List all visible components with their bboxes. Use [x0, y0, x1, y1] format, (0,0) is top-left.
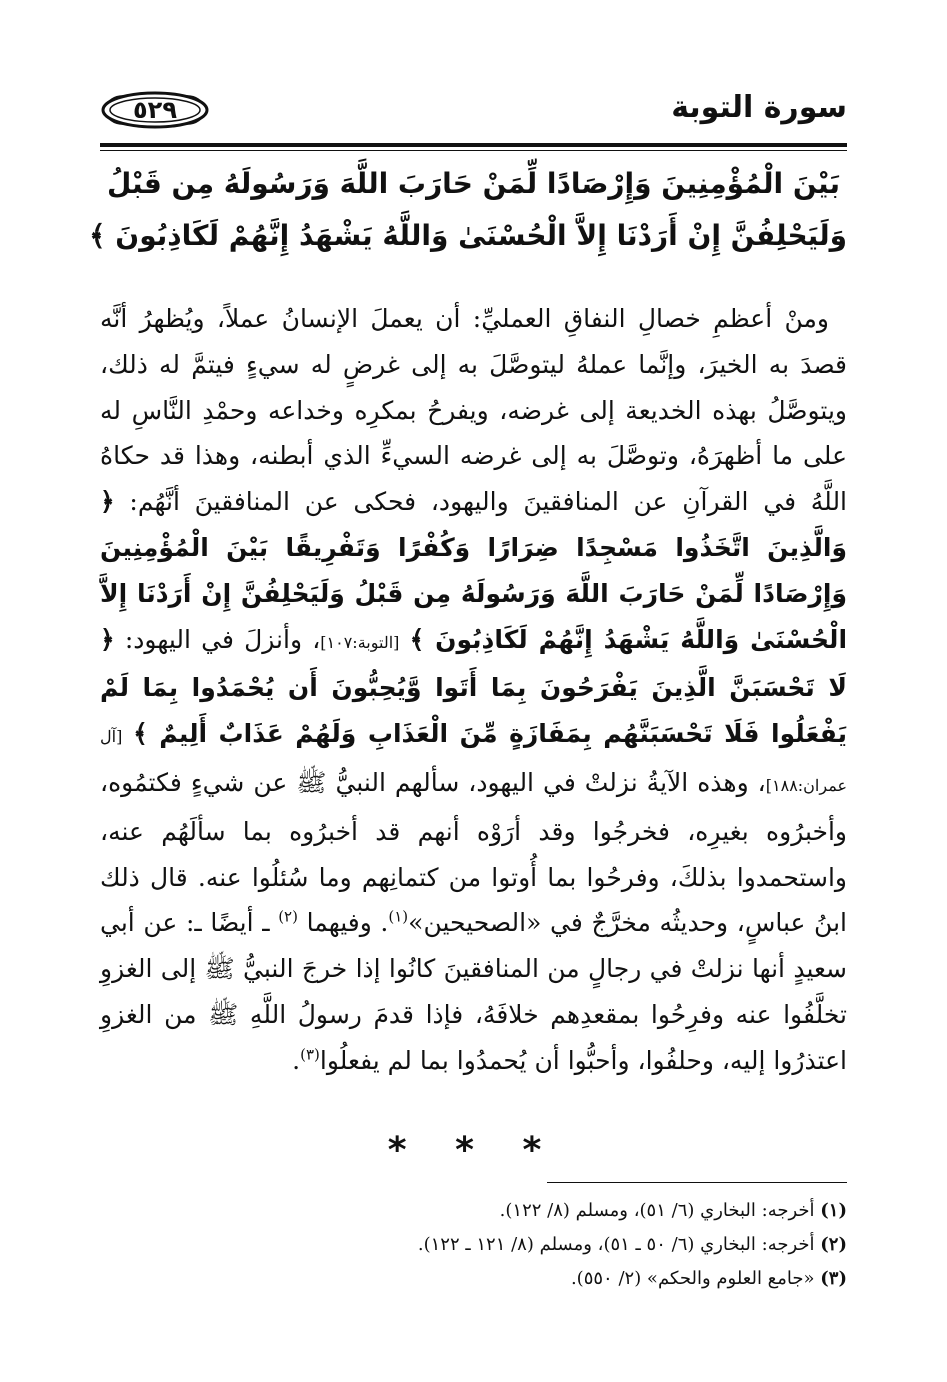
page-number-badge — [100, 90, 210, 130]
footnote-2 — [100, 1228, 847, 1262]
body-continuation: . وفيهما — [306, 908, 389, 938]
body-paragraph — [100, 296, 847, 1084]
header-rule-thin — [100, 150, 847, 151]
surah-title: سورة التوبة — [671, 90, 847, 125]
quran-line-1: بَيْنَ الْمُؤْمِنِينَ وَإِرْصَادًا لِّمَنْ حَارَبَ اللَّهَ وَرَسُولَهُ مِن قَبْلُ — [107, 167, 840, 200]
page-number: ٥٢٩ — [133, 96, 177, 124]
footnote-number: (٢) — [820, 1234, 847, 1255]
footnote-text: أخرجه: البخاري (٦/ ٥٠ ـ ٥١)، ومسلم (٨/ ١٢١ ـ ١٢٢). — [417, 1234, 815, 1255]
quran-top-block — [89, 158, 847, 262]
body-continuation: ـ أيضًا ـ: عن أبي سعيدٍ أنها نزلتْ في رجالٍ من المنافقينَ كانُوا إذا خرجَ النبيُّ ﷺ إلى الغزوِ تخلَّفُوا عنه وفرِحُوا بمقعدِهم خلافَهُ، فإذا قدمَ رسولُ اللَّهِ ﷺ من الغزوِ اعتذرُوا إليه، وحلفُوا، وأحبُّوا أن يُحمدُوا بما لم يفعلُوا — [100, 908, 847, 1075]
verse-citation: [التوبة:١٠٧] — [320, 632, 400, 652]
body-text — [100, 296, 847, 1084]
footnote-text: أخرجه: البخاري (٦/ ٥١)، ومسلم (٨/ ١٢٢). — [499, 1200, 815, 1221]
verse-tawbah-107: ﴿ وَالَّذِينَ اتَّخَذُوا مَسْجِدًا ضِرَارًا وَكُفْرًا وَتَفْرِيقًا بَيْنَ الْمُؤْمِنِينَ وَإِرْصَادًا لِّمَنْ حَارَبَ اللَّهَ وَرَسُولَهُ مِن قَبْلُ وَلَيَحْلِفُنَّ إِنْ أَرَدْنَا إِلاَّ الْحُسْنَىٰ وَاللَّهُ يَشْهَدُ إِنَّهُمْ لَكَاذِبُونَ ﴾ — [100, 487, 848, 654]
section-separator: * * * — [387, 1130, 560, 1171]
page-header — [100, 86, 847, 142]
footnote-ref-3[interactable]: (٣) — [300, 1045, 320, 1064]
footnote-1 — [100, 1194, 847, 1228]
body-transition: ، وأنزلَ في اليهود: — [124, 624, 321, 654]
footnote-rule — [547, 1182, 847, 1183]
verse-al-imran-188: ﴿ لَا تَحْسَبَنَّ الَّذِينَ يَفْرَحُونَ بِمَا أَتَوا وَّيُحِبُّونَ أَن يُحْمَدُوا بِمَا لَمْ يَفْعَلُوا فَلَا تَحْسَبَنَّهُم بِمَفَازَةٍ مِّنَ الْعَذَابِ وَلَهُمْ عَذَابٌ أَلِيمٌ ﴾ — [100, 624, 847, 749]
header-rule-thick — [100, 143, 847, 147]
footnote-number: (١) — [820, 1200, 847, 1221]
footnote-ref-1[interactable]: (١) — [388, 908, 409, 927]
footnote-3 — [100, 1262, 847, 1296]
body-end: . — [292, 1045, 301, 1075]
body-continuation: ، وهذه الآيةُ نزلتْ في اليهود، سألهم النبيُّ ﷺ عن شيءٍ فكتمُوه، وأخبرُوه بغيرِه، فخرجُوا وقد أرَوْه أنهم قد أخبرُوه بما سألَهُم عنه، واستحمدوا بذلكَ، وفرحُوا بما أُوتوا من كتمانِهم وما سُئلُوا عنه. قال ذلك ابنُ عباسٍ، وحديثُه مخرَّجٌ في «الصحيحين» — [100, 767, 847, 938]
quran-line-2: وَلَيَحْلِفُنَّ إِنْ أَرَدْنَا إِلاَّ الْحُسْنَىٰ وَاللَّهُ يَشْهَدُ إِنَّهُمْ لَكَاذِبُونَ ﴾ — [89, 219, 847, 252]
footnote-number: (٣) — [820, 1268, 847, 1289]
footnote-text: «جامع العلوم والحكم» (٢/ ٥٥٠). — [570, 1268, 815, 1289]
verse-citation: [آل عمران:١٨٨] — [100, 727, 847, 795]
footnote-ref-2[interactable]: (٢) — [278, 908, 298, 927]
body-intro: ومنْ أعظمِ خصالِ النفاقِ العمليِّ: أن يعملَ الإنسانُ عملاً، ويُظهرُ أنَّه قصدَ به الخيرَ، وإنَّما عملهُ ليتوصَّلَ به إلى غرضٍ له سيءٍ فيتمَّ له ذلك، ويتوصَّلُ بهذه الخديعة إلى غرضه، ويفرحُ بمكرِه وخداعه وحمْدِ النَّاسِ له على ما أظهرَهُ، وتوصَّلَ به إلى غرضه السيءِّ الذي أبطنه، وهذا قد حكاهُ اللَّهُ في القرآنِ عن المنافقينَ واليهود، فحكى عن المنافقينَ أنَّهُم: — [100, 304, 848, 517]
footnotes — [100, 1194, 847, 1296]
